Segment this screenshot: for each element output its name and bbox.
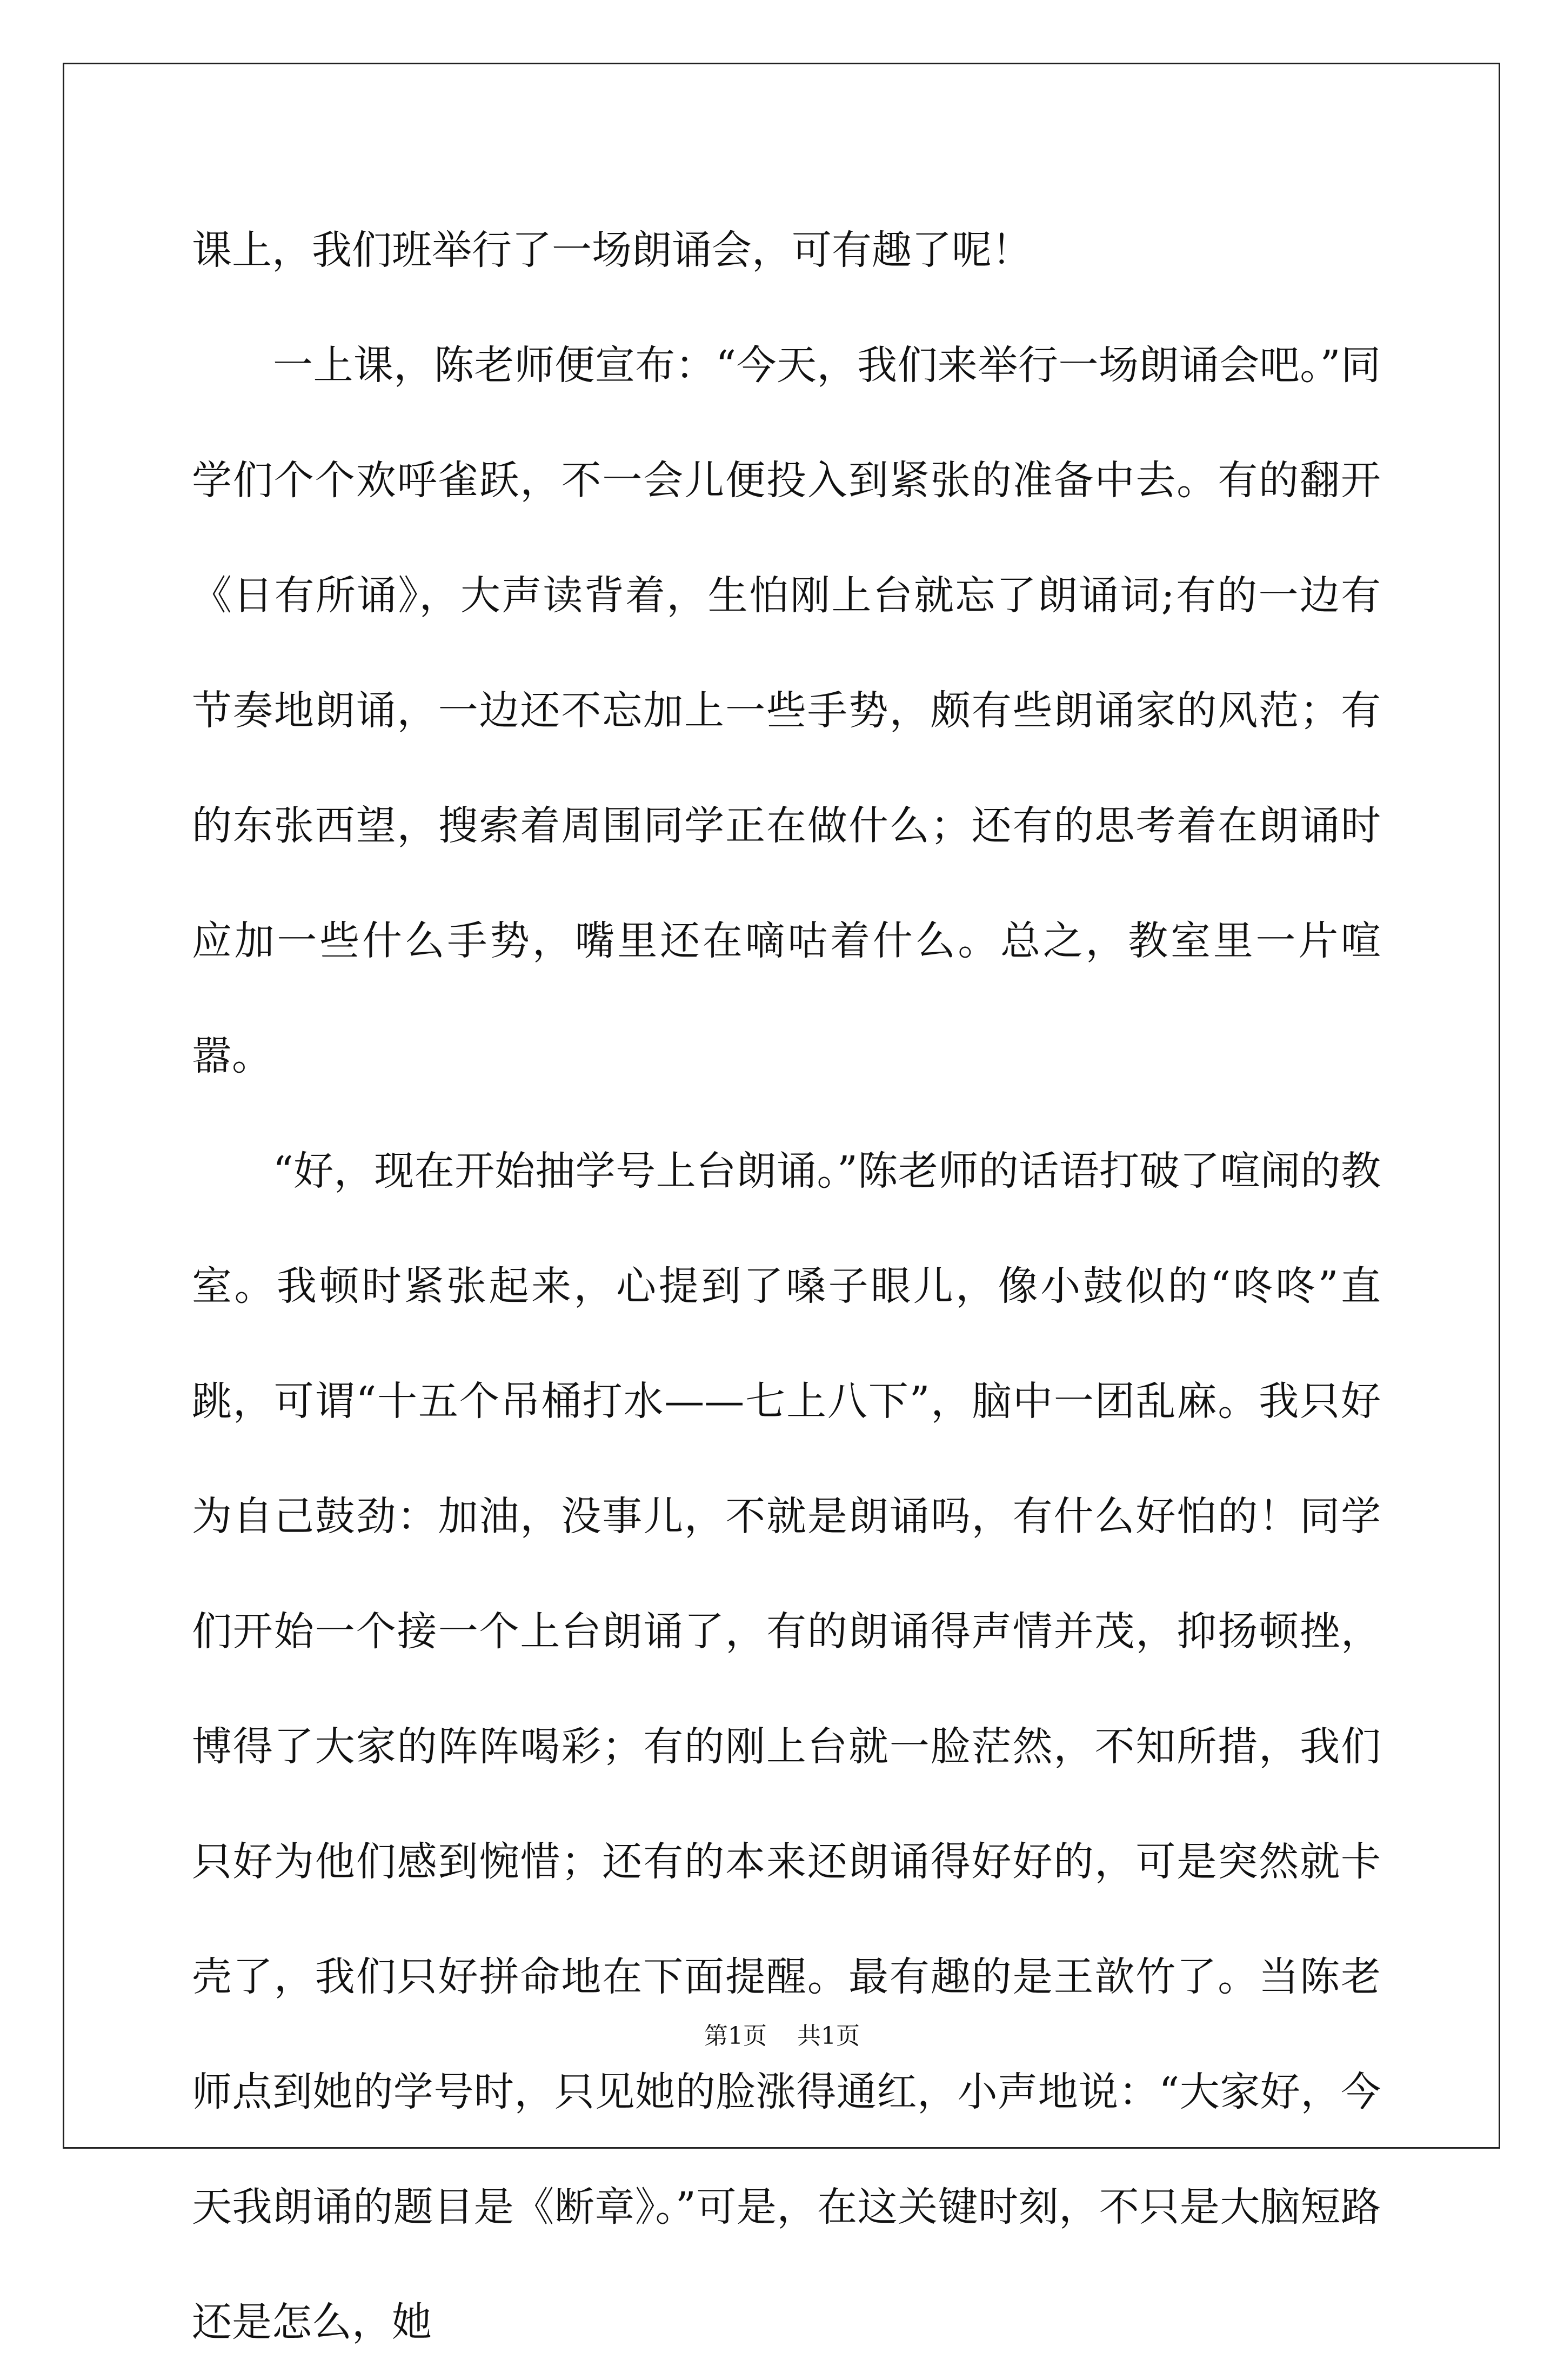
page-number: 第1页 [704,2022,767,2050]
page-total: 共1页 [797,2022,860,2050]
paragraph-2: 一上课，陈老师便宣布：“今天，我们来举行一场朗诵会吧。”同学们个个欢呼雀跃，不一会儿便投入到紧张的准备中去。有的翻开《日有所诵》，大声读背着，生怕刚上台就忘了朗诵词;有的一边有节奏地朗诵，一边还不忘加上一些手势，颇有些朗诵家的风范；有的东张西望，搜索着周围同学正在做什么；还有的思考着在朗诵时应加一些什么手势，嘴里还在嘀咕着什么。总之，教室里一片喧嚣。 [192,342,1381,1079]
page-footer [0,2020,1564,2053]
paragraph-1: 课上，我们班举行了一场朗诵会，可有趣了呢！ [192,227,1032,273]
paragraph-3: “好，现在开始抽学号上台朗诵。”陈老师的话语打破了喧闹的教室。我顿时紧张起来，心提到了嗓子眼儿，像小鼓似的“咚咚”直跳，可谓“十五个吊桶打水——七上八下”，脑中一团乱麻。我只好为自己鼓劲：加油，没事儿，不就是朗诵吗，有什么好怕的！同学们开始一个接一个上台朗诵了，有的朗诵得声情并茂，抑扬顿挫，博得了大家的阵阵喝彩；有的刚上台就一脸茫然，不知所措，我们只好为他们感到惋惜；还有的本来还朗诵得好好的，可是突然就卡壳了，我们只好拼命地在下面提醒。最有趣的是王歆竹了。当陈老师点到她的学号时，只见她的脸涨得通红，小声地说：“大家好，今天我朗诵的题目是《断章》。”可是，在这关键时刻，不只是大脑短路还是怎么，她 [192,1148,1381,2345]
